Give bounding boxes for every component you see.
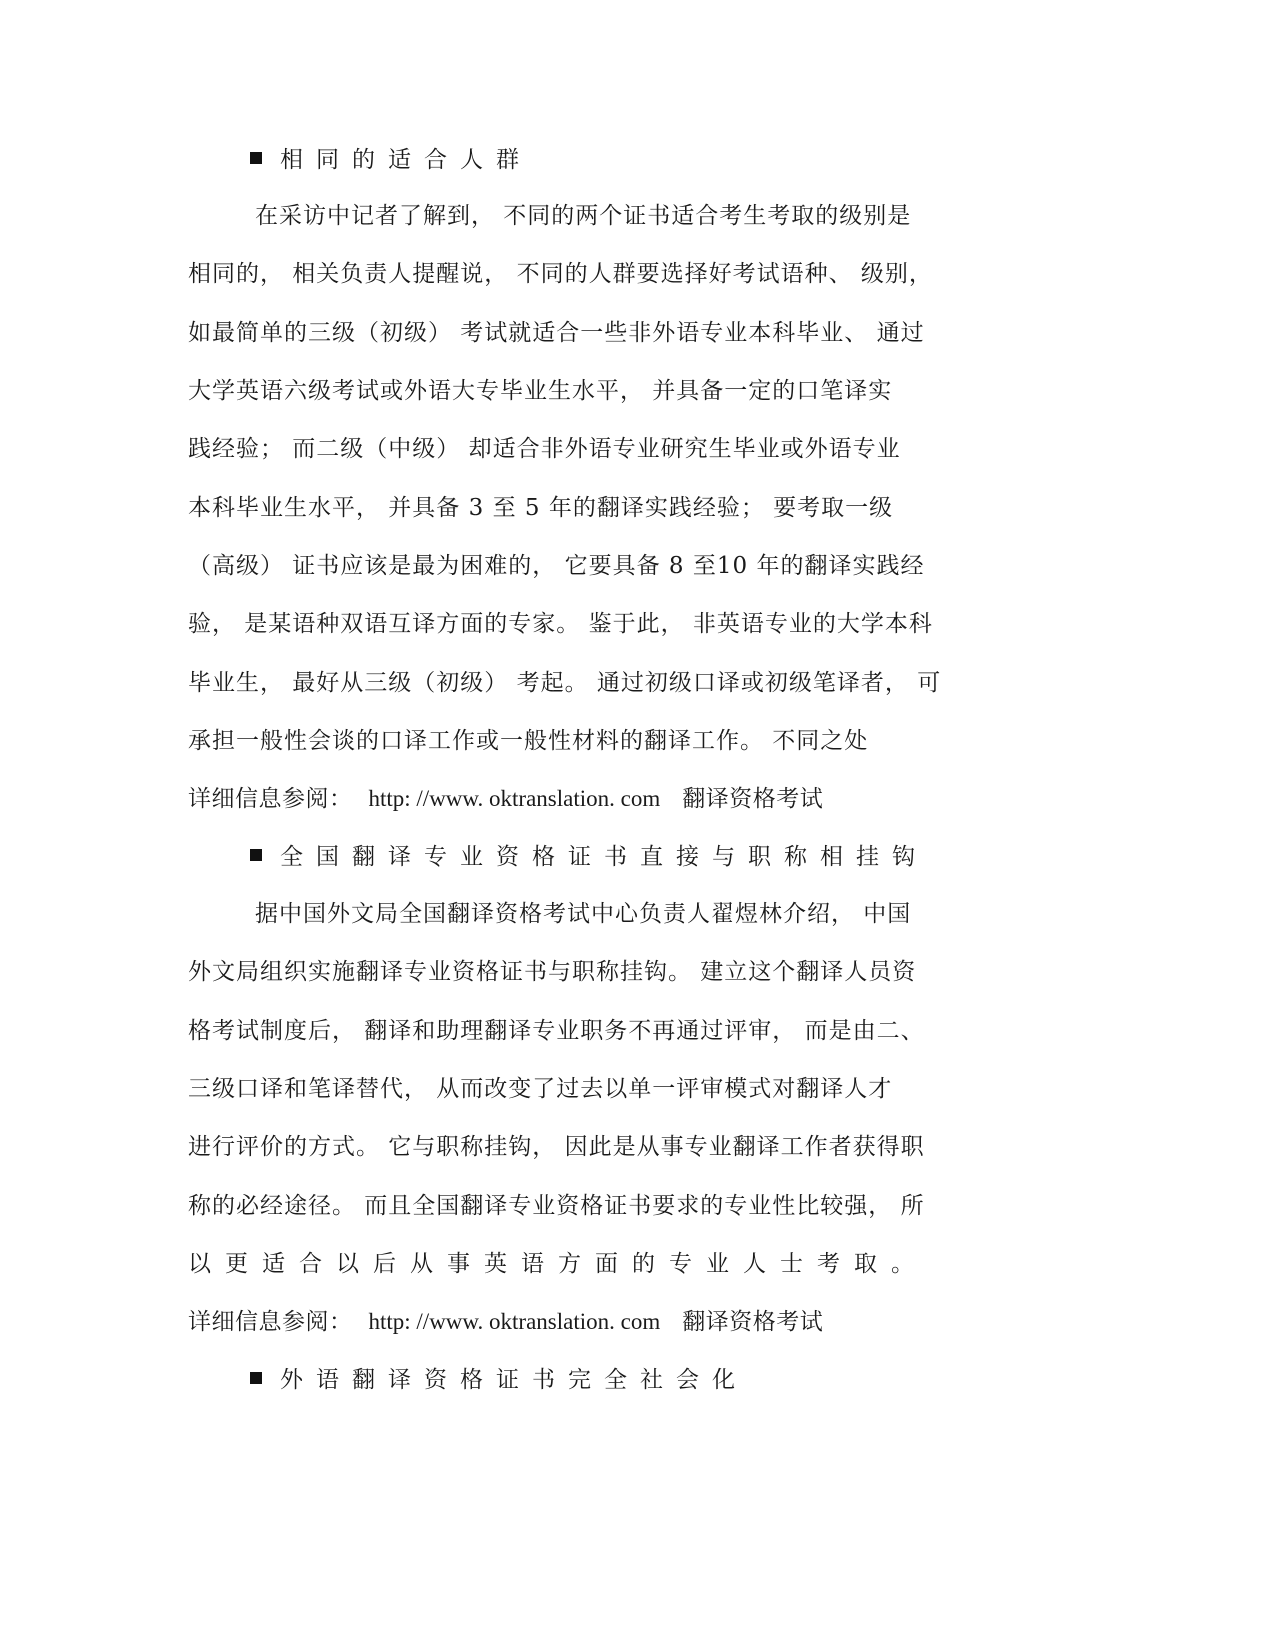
reference-label: 详细信息参阅：	[188, 786, 353, 812]
paragraph-line: 相同的， 相关负责人提醒说， 不同的人群要选择好考试语种、 级别，	[188, 261, 933, 287]
paragraph-line: 格考试制度后， 翻译和助理翻译专业职务不再通过评审， 而是由二、	[188, 1018, 925, 1044]
reference-link[interactable]: http: //www. oktranslation. com	[368, 786, 661, 811]
reference-line	[188, 1306, 823, 1338]
paragraph-line: 三级口译和笔译替代， 从而改变了过去以单一评审模式对翻译人才	[188, 1076, 893, 1102]
reference-link[interactable]: http: //www. oktranslation. com	[368, 1309, 661, 1334]
paragraph-line: 以更适合以后从事英语方面的专业人士考取。	[188, 1251, 928, 1277]
section-heading: 全国翻译专业资格证书直接与职称相挂钩	[250, 841, 928, 873]
paragraph-line: 在采访中记者了解到， 不同的两个证书适合考生考取的级别是	[255, 203, 912, 229]
paragraph-line: 毕业生， 最好从三级（初级） 考起。 通过初级口译或初级笔译者， 可	[188, 670, 942, 696]
bullet-square-icon	[250, 849, 262, 861]
paragraph-line: 外文局组织实施翻译专业资格证书与职称挂钩。 建立这个翻译人员资	[188, 959, 917, 985]
section-heading: 外语翻译资格证书完全社会化	[250, 1364, 748, 1396]
reference-tail: 翻译资格考试	[682, 786, 824, 812]
bullet-square-icon	[250, 152, 262, 164]
section-heading: 相同的适合人群	[250, 144, 532, 176]
bullet-square-icon	[250, 1372, 262, 1384]
paragraph-line: 进行评价的方式。 它与职称挂钩， 因此是从事专业翻译工作者获得职	[188, 1134, 925, 1160]
paragraph-line: （高级） 证书应该是最为困难的， 它要具备 8 至10 年的翻译实践经	[188, 553, 925, 579]
paragraph-line: 大学英语六级考试或外语大专毕业生水平， 并具备一定的口笔译实	[188, 378, 893, 404]
paragraph-line: 据中国外文局全国翻译资格考试中心负责人翟煜林介绍， 中国	[255, 901, 912, 927]
reference-label: 详细信息参阅：	[188, 1309, 353, 1335]
paragraph-line: 如最简单的三级（初级） 考试就适合一些非外语专业本科毕业、 通过	[188, 320, 925, 346]
reference-tail: 翻译资格考试	[682, 1309, 824, 1335]
reference-line	[188, 783, 823, 815]
paragraph-line: 验， 是某语种双语互译方面的专家。 鉴于此， 非英语专业的大学本科	[188, 611, 933, 637]
paragraph-line: 本科毕业生水平， 并具备 3 至 5 年的翻译实践经验； 要考取一级	[188, 495, 894, 521]
paragraph-line: 称的必经途径。 而且全国翻译专业资格证书要求的专业性比较强， 所	[188, 1193, 925, 1219]
paragraph-line: 践经验； 而二级（中级） 却适合非外语专业研究生毕业或外语专业	[188, 436, 901, 462]
paragraph-line: 承担一般性会谈的口译工作或一般性材料的翻译工作。 不同之处	[188, 728, 869, 754]
